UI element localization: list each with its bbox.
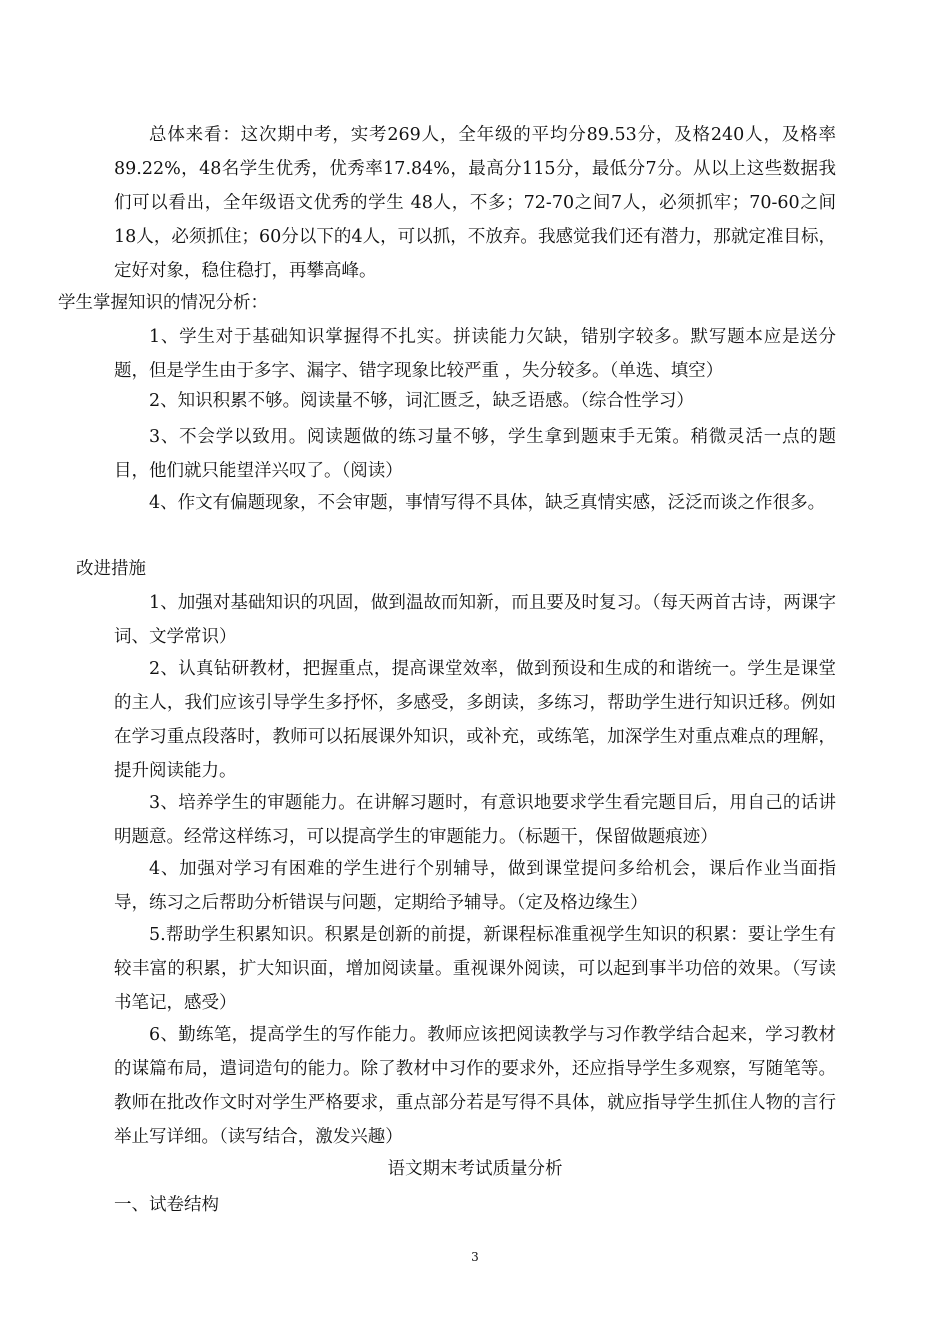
next-document-title: 语文期末考试质量分析 (387, 1159, 563, 1179)
analysis-item-3: 3、不会学以致用。阅读题做的练习量不够，学生拿到题束手无策。稍微灵活一点的题目，他们就只能望洋兴叹了。（阅读） (114, 427, 836, 481)
improvement-item-3: 3、培养学生的审题能力。在讲解习题时，有意识地要求学生看完题目后，用自己的话讲明题意。经常这样练习，可以提高学生的审题能力。（标题干，保留做题痕迹） (114, 793, 836, 847)
summary-paragraph: 总体来看：这次期中考，实考269人，全年级的平均分89.53分，及格240人，及格率89.22%，48名学生优秀，优秀率17.84%，最高分115分，最低分7分。从以上这些数据我们可以看出，全年级语文优秀的学生 48人，不多；72-70之间7人，必须抓牢；70-60之间18人，必须抓住；60分以下的4人，可以抓，不放弃。我感觉我们还有潜力，那就定准目标，定好对象，稳住稳打，再攀高峰。 (114, 125, 836, 281)
section-heading-improvement: 改进措施 (76, 559, 146, 579)
improvement-item-2: 2、认真钻研教材，把握重点，提高课堂效率，做到预设和生成的和谐统一。学生是课堂的主人，我们应该引导学生多抒怀，多感受，多朗读，多练习，帮助学生进行知识迁移。例如在学习重点段落时，教师可以拓展课外知识，或补充，或练笔，加深学生对重点难点的理解，提升阅读能力。 (114, 659, 836, 781)
analysis-item-1: 1、学生对于基础知识掌握得不扎实。拼读能力欠缺，错别字较多。默写题本应是送分题，但是学生由于多字、漏字、错字现象比较严重 ，失分较多。（单选、填空） (114, 327, 836, 381)
section-heading-knowledge-analysis: 学生掌握知识的情况分析： (58, 293, 268, 313)
exam-structure-heading: 一、试卷结构 (114, 1195, 219, 1215)
analysis-item-4: 4、作文有偏题现象，不会审题，事情写得不具体，缺乏真情实感，泛泛而谈之作很多。 (149, 493, 826, 513)
improvement-item-4: 4、加强对学习有困难的学生进行个别辅导，做到课堂提问多给机会，课后作业当面指导，练习之后帮助分析错误与问题，定期给予辅导。（定及格边缘生） (114, 859, 836, 913)
page-number: 3 (471, 1250, 479, 1264)
improvement-item-5: 5.帮助学生积累知识。积累是创新的前提，新课程标准重视学生知识的积累：要让学生有较丰富的积累，扩大知识面，增加阅读量。重视课外阅读，可以起到事半功倍的效果。（写读书笔记，感受） (114, 925, 836, 1013)
improvement-item-6: 6、勤练笔，提高学生的写作能力。教师应该把阅读教学与习作教学结合起来，学习教材的谋篇布局，遣词造句的能力。除了教材中习作的要求外，还应指导学生多观察，写随笔等。教师在批改作文时对学生严格要求，重点部分若是写得不具体，就应指导学生抓住人物的言行举止写详细。（读写结合，激发兴趣） (114, 1025, 836, 1147)
analysis-item-2: 2、知识积累不够。阅读量不够，词汇匮乏，缺乏语感。（综合性学习） (149, 391, 694, 411)
improvement-item-1: 1、加强对基础知识的巩固，做到温故而知新，而且要及时复习。（每天两首古诗，两课字词、文学常识） (114, 593, 836, 647)
